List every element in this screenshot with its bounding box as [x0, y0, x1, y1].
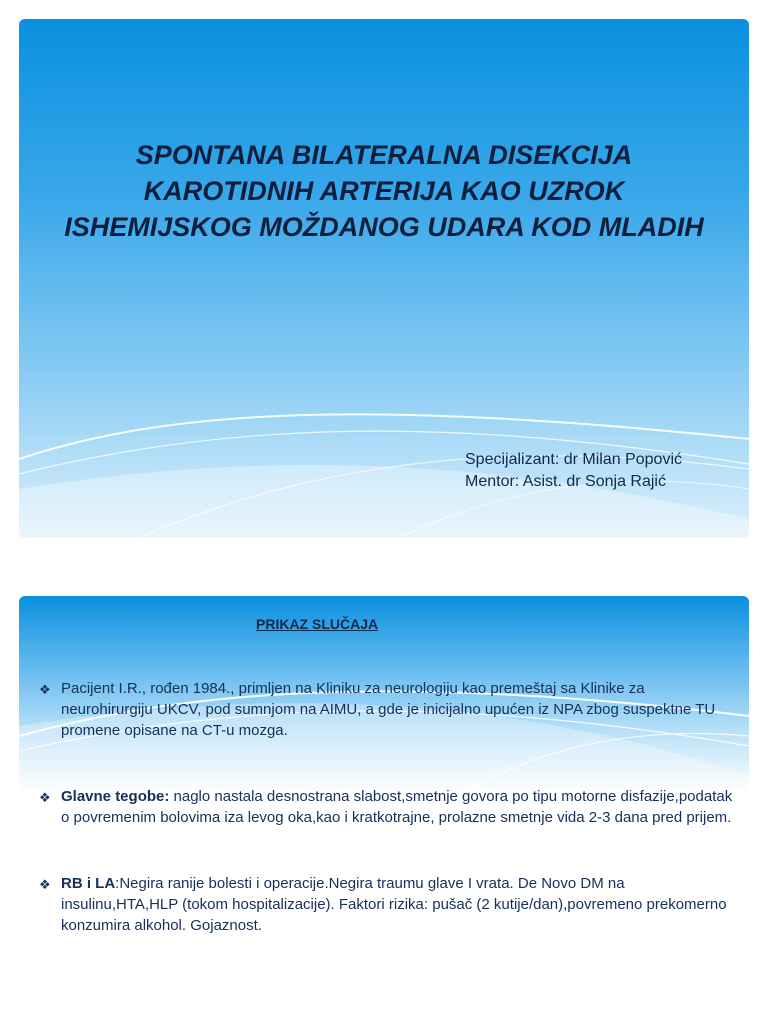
presenters-block — [465, 449, 682, 493]
diamond-bullet-icon: ❖ — [39, 790, 51, 805]
bullet-text: Pacijent I.R., rođen 1984., primljen na Kliniku za neurologiju kao premeštaj sa Klinike za neurohirurgiju UKCV, pod sumnjom na AIMU, a gde je inicijalno upućen iz NPA zbog suspektne TU promene opisane na CT-u mozga. — [61, 680, 716, 739]
bullet-label: RB i LA — [61, 875, 116, 892]
bullet-list — [39, 678, 739, 981]
case-heading: PRIKAZ SLUČAJA — [256, 616, 379, 632]
mentor-line: Mentor: Asist. dr Sonja Rajić — [465, 473, 666, 490]
diamond-bullet-icon: ❖ — [39, 877, 51, 892]
list-item — [39, 786, 739, 828]
case-slide — [19, 596, 749, 1024]
bullet-text: naglo nastala desnostrana slabost,smetnje govora po tipu motorne disfazije,podatak o povremenim bolovima iza levog oka,kao i kratkotrajne, prolazne smetnje vida 2-3 dana pred prijem. — [61, 788, 733, 826]
bullet-text: :Negira ranije bolesti i operacije.Negira traumu glave I vrata. De Novo DM na insulinu,HTA,HLP (tokom hospitalizacije). Faktori rizika: pušač (2 kutije/dan),povremeno prekomerno konzumira alkohol. Gojaznost. — [61, 875, 727, 934]
title-slide — [19, 19, 749, 538]
specijalizant-line: Specijalizant: dr Milan Popović — [465, 451, 682, 468]
bullet-label: Glavne tegobe: — [61, 788, 170, 805]
list-item — [39, 873, 739, 936]
slide-title: SPONTANA BILATERALNA DISEKCIJA KAROTIDNIH ARTERIJA KAO UZROK ISHEMIJSKOG MOŽDANOG UDARA KOD MLADIH — [64, 140, 704, 242]
diamond-bullet-icon: ❖ — [39, 682, 51, 697]
list-item — [39, 678, 739, 741]
